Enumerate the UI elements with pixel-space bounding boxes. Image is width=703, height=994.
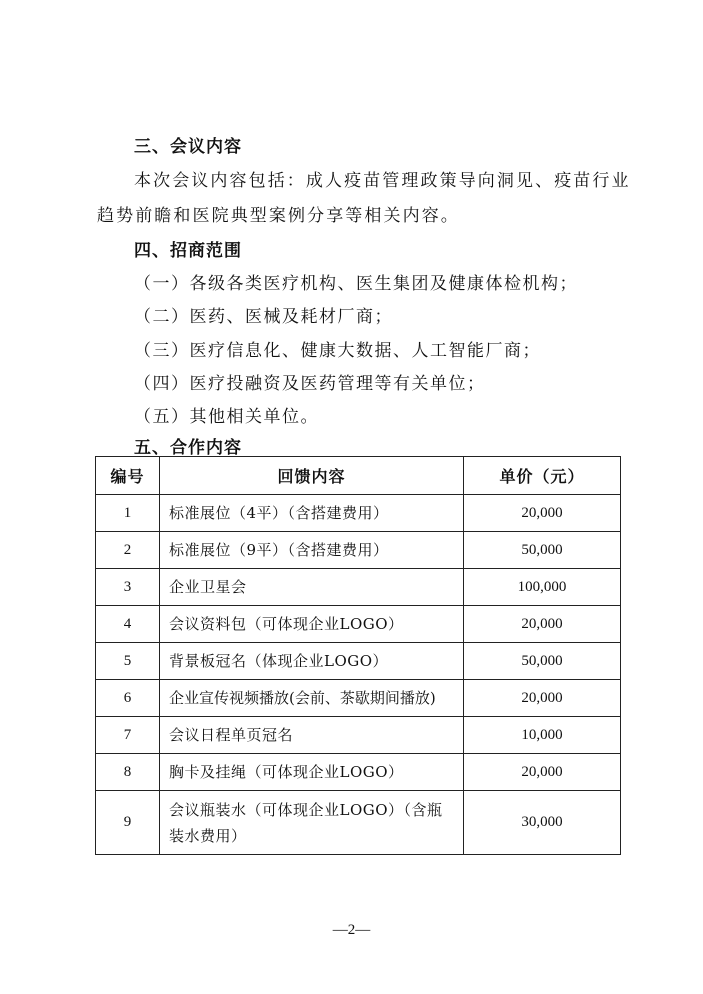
row-content: [160, 791, 464, 855]
cooperation-table: [95, 456, 621, 855]
row-price: 100,000: [464, 569, 621, 606]
row-number: 9: [96, 791, 160, 855]
row-price: 30,000: [464, 791, 621, 855]
row-price: 20,000: [464, 680, 621, 717]
section-4-item-4: （四）医疗投融资及医药管理等有关单位；: [134, 374, 486, 394]
section-4-item-5: （五）其他相关单位。: [134, 407, 319, 427]
row-content: 会议日程单页冠名: [160, 717, 464, 754]
row-number: 6: [96, 680, 160, 717]
table-row: [96, 791, 621, 855]
section-3-title: 三、会议内容: [134, 137, 242, 157]
row-number: 2: [96, 532, 160, 569]
row-number: 7: [96, 717, 160, 754]
row-content-line-1: 会议瓶装水（可体现企业LOGO）（含瓶: [169, 800, 443, 819]
section-3-paragraph-line-2: 趋势前瞻和医院典型案例分享等相关内容。: [97, 206, 460, 226]
section-4-item-3: （三）医疗信息化、健康大数据、人工智能厂商；: [134, 341, 541, 361]
section-4-item-1: （一）各级各类医疗机构、医生集团及健康体检机构；: [134, 274, 578, 294]
row-number: 4: [96, 606, 160, 643]
table-header-row: [96, 457, 621, 495]
row-content: 标准展位（4平）（含搭建费用）: [160, 495, 464, 532]
row-number: 8: [96, 754, 160, 791]
row-content: 胸卡及挂绳（可体现企业LOGO）: [160, 754, 464, 791]
row-number: 3: [96, 569, 160, 606]
row-content: 企业卫星会: [160, 569, 464, 606]
header-content: 回馈内容: [160, 457, 464, 495]
table-row: [96, 495, 621, 532]
row-number: 5: [96, 643, 160, 680]
table-row: [96, 643, 621, 680]
row-content-line-2: 装水费用）: [169, 826, 247, 845]
row-content: 标准展位（9平）（含搭建费用）: [160, 532, 464, 569]
row-content: 企业宣传视频播放(会前、茶歇期间播放): [160, 680, 464, 717]
row-price: 50,000: [464, 532, 621, 569]
table-row: [96, 754, 621, 791]
section-4-item-2: （二）医药、医械及耗材厂商；: [134, 307, 393, 327]
header-price: 单价（元）: [464, 457, 621, 495]
row-price: 20,000: [464, 495, 621, 532]
section-3-paragraph-line-1: 本次会议内容包括：成人疫苗管理政策导向洞见、疫苗行业: [134, 171, 631, 191]
section-5-title: 五、合作内容: [134, 438, 242, 458]
header-number: 编号: [96, 457, 160, 495]
row-price: 50,000: [464, 643, 621, 680]
row-number: 1: [96, 495, 160, 532]
row-price: 20,000: [464, 606, 621, 643]
page-number: —2—: [332, 922, 371, 938]
table-row: [96, 532, 621, 569]
row-content: 会议资料包（可体现企业LOGO）: [160, 606, 464, 643]
row-price: 10,000: [464, 717, 621, 754]
table-row: [96, 569, 621, 606]
table-row: [96, 680, 621, 717]
section-4-title: 四、招商范围: [134, 241, 242, 261]
row-content: 背景板冠名（体现企业LOGO）: [160, 643, 464, 680]
row-price: 20,000: [464, 754, 621, 791]
table-row: [96, 606, 621, 643]
table-row: [96, 717, 621, 754]
